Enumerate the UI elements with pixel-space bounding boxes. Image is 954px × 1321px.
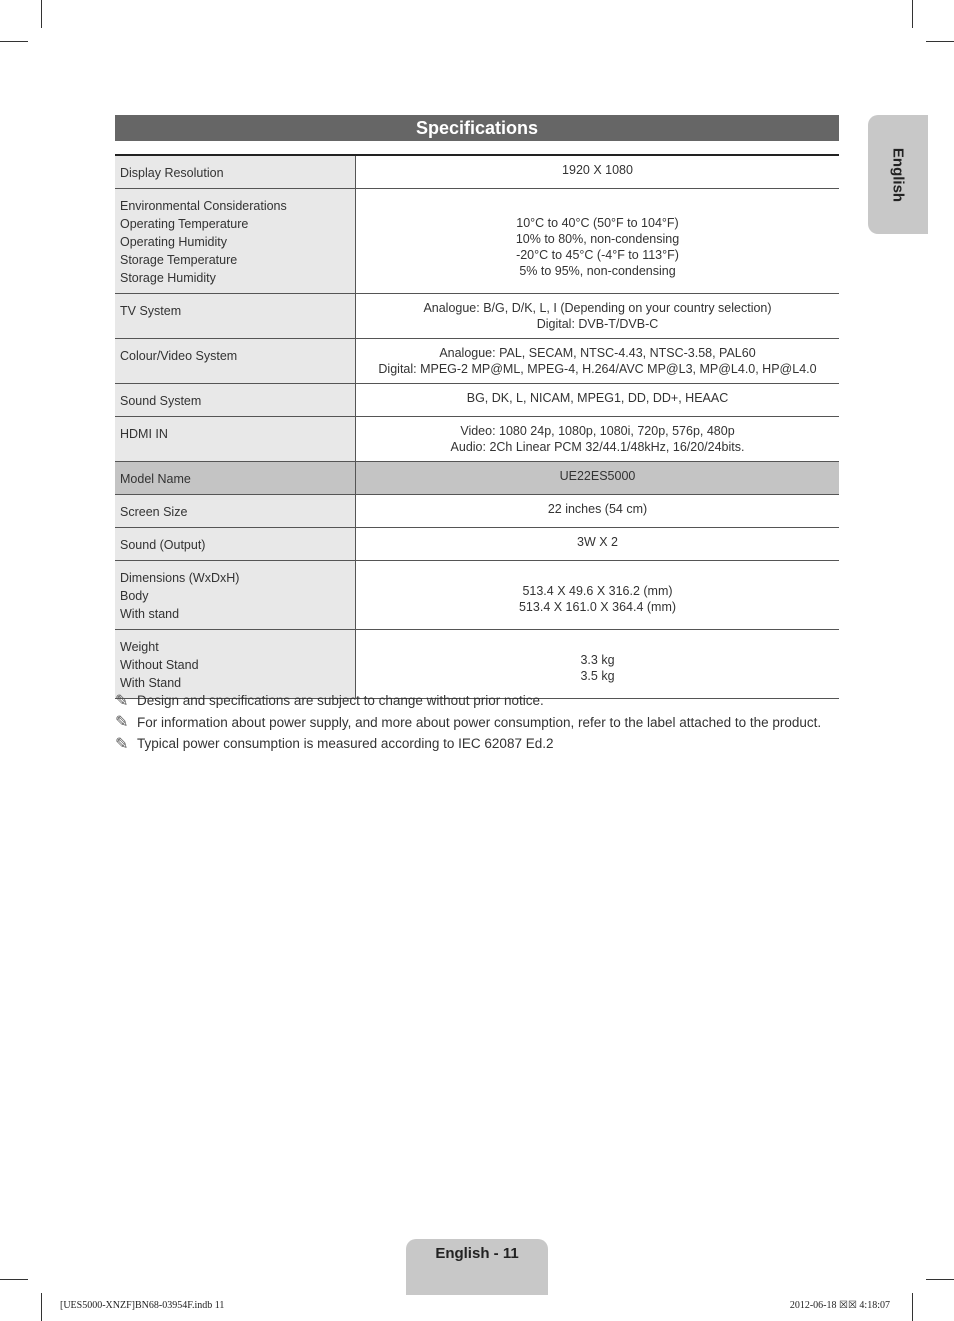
crop-mark bbox=[926, 1279, 954, 1280]
spec-value-line: 513.4 X 161.0 X 364.4 (mm) bbox=[518, 600, 677, 614]
spec-value bbox=[356, 561, 840, 630]
spec-value bbox=[356, 189, 840, 294]
spec-label-line: HDMI IN bbox=[120, 427, 168, 441]
spec-value-line: -20°C to 45°C (-4°F to 113°F) bbox=[516, 248, 679, 262]
spec-table bbox=[115, 154, 839, 699]
spec-value-line: Digital: DVB-T/DVB-C bbox=[536, 317, 659, 331]
spec-value-line: UE22ES5000 bbox=[559, 469, 636, 483]
table-row bbox=[115, 294, 839, 339]
spec-label-line: Operating Temperature bbox=[120, 217, 249, 231]
spec-value-line: 5% to 95%, non-condensing bbox=[519, 264, 676, 278]
spec-value bbox=[356, 462, 840, 495]
spec-value-line: BG, DK, L, NICAM, MPEG1, DD, DD+, HEAAC bbox=[466, 391, 729, 405]
spec-label-line: Storage Humidity bbox=[120, 271, 216, 285]
spec-value-line: 3.3 kg bbox=[580, 653, 615, 667]
spec-value bbox=[356, 339, 840, 384]
crop-mark bbox=[41, 1293, 42, 1321]
spec-label-line: Without Stand bbox=[120, 658, 199, 672]
crop-mark bbox=[41, 0, 42, 28]
table-row bbox=[115, 155, 839, 189]
spec-label bbox=[115, 294, 356, 339]
table-row bbox=[115, 417, 839, 462]
spec-label-line: Body bbox=[120, 589, 149, 603]
spec-label-line: Weight bbox=[120, 640, 159, 654]
spec-value-line: 1920 X 1080 bbox=[562, 163, 633, 177]
table-row bbox=[115, 495, 839, 528]
spec-value-line: 3.5 kg bbox=[580, 669, 615, 683]
spec-value-line: Digital: MPEG-2 MP@ML, MPEG-4, H.264/AVC MP@L3, MP@L4.0, HP@L4.0 bbox=[378, 362, 817, 376]
spec-label bbox=[115, 155, 356, 189]
spec-label-line: Storage Temperature bbox=[120, 253, 238, 267]
spec-value-line: 10°C to 40°C (50°F to 104°F) bbox=[516, 216, 679, 230]
spec-label bbox=[115, 417, 356, 462]
page-number-tab: English - 11 bbox=[406, 1239, 548, 1295]
spec-value bbox=[356, 384, 840, 417]
table-row bbox=[115, 561, 839, 630]
table-row bbox=[115, 462, 839, 495]
table-row bbox=[115, 189, 839, 294]
table-row bbox=[115, 339, 839, 384]
spec-label-line: Sound (Output) bbox=[120, 538, 206, 552]
spec-label bbox=[115, 561, 356, 630]
table-row bbox=[115, 384, 839, 417]
spec-label bbox=[115, 189, 356, 294]
spec-label bbox=[115, 384, 356, 417]
spec-label-line: Colour/Video System bbox=[120, 349, 238, 363]
spec-label-line: TV System bbox=[120, 304, 182, 318]
spec-value-line: 10% to 80%, non-condensing bbox=[515, 232, 680, 246]
crop-mark bbox=[0, 1279, 28, 1280]
footer-timestamp: 2012-06-18 ☒☒ 4:18:07 bbox=[789, 1300, 890, 1311]
table-row bbox=[115, 630, 839, 699]
crop-mark bbox=[912, 1293, 913, 1321]
spec-label-line: Environmental Considerations bbox=[120, 199, 287, 213]
spec-label-line: Screen Size bbox=[120, 505, 188, 519]
list-item bbox=[115, 733, 839, 755]
crop-mark bbox=[912, 0, 913, 28]
spec-value bbox=[356, 417, 840, 462]
spec-label bbox=[115, 462, 356, 495]
spec-label-line: Display Resolution bbox=[120, 166, 224, 180]
spec-label-line: With Stand bbox=[120, 676, 182, 690]
footer-file-info: [UES5000-XNZF]BN68-03954F.indb 11 bbox=[60, 1300, 225, 1311]
spec-label bbox=[115, 339, 356, 384]
spec-label bbox=[115, 528, 356, 561]
spec-value-line: Audio: 2Ch Linear PCM 32/44.1/48kHz, 16/20/24bits. bbox=[450, 440, 745, 454]
spec-label-line: Model Name bbox=[120, 472, 191, 486]
note-text: Design and specifications are subject to change without prior notice. bbox=[137, 693, 544, 709]
language-tab bbox=[868, 115, 928, 234]
list-item bbox=[115, 690, 839, 712]
table-row bbox=[115, 528, 839, 561]
spec-value-line: 22 inches (54 cm) bbox=[547, 502, 648, 516]
spec-label-line: With stand bbox=[120, 607, 180, 621]
spec-value bbox=[356, 528, 840, 561]
spec-label-line: Operating Humidity bbox=[120, 235, 227, 249]
pencil-icon: ✎ bbox=[115, 714, 129, 732]
crop-mark bbox=[0, 41, 28, 42]
section-title: Specifications bbox=[115, 115, 839, 141]
spec-value-line: Analogue: B/G, D/K, L, I (Depending on your country selection) bbox=[423, 301, 772, 315]
spec-value-line: 3W X 2 bbox=[577, 535, 618, 549]
spec-label-line: Dimensions (WxDxH) bbox=[120, 571, 240, 585]
spec-label bbox=[115, 630, 356, 699]
spec-value-line: Analogue: PAL, SECAM, NTSC-4.43, NTSC-3.58, PAL60 bbox=[439, 346, 756, 360]
spec-label-line: Sound System bbox=[120, 394, 202, 408]
spec-label bbox=[115, 495, 356, 528]
note-text: For information about power supply, and more about power consumption, refer to the label attached to the product. bbox=[137, 714, 822, 730]
spec-value bbox=[356, 630, 840, 699]
pencil-icon: ✎ bbox=[115, 735, 129, 753]
spec-value bbox=[356, 155, 840, 189]
spec-value-line: Video: 1080 24p, 1080p, 1080i, 720p, 576p, 480p bbox=[460, 424, 735, 438]
pencil-icon: ✎ bbox=[115, 692, 129, 710]
spec-value-line: 513.4 X 49.6 X 316.2 (mm) bbox=[522, 584, 673, 598]
notes-list bbox=[115, 690, 839, 755]
spec-value bbox=[356, 495, 840, 528]
spec-value bbox=[356, 294, 840, 339]
crop-mark bbox=[926, 41, 954, 42]
language-tab-label: English bbox=[889, 147, 907, 202]
list-item bbox=[115, 712, 839, 734]
note-text: Typical power consumption is measured according to IEC 62087 Ed.2 bbox=[137, 736, 554, 752]
